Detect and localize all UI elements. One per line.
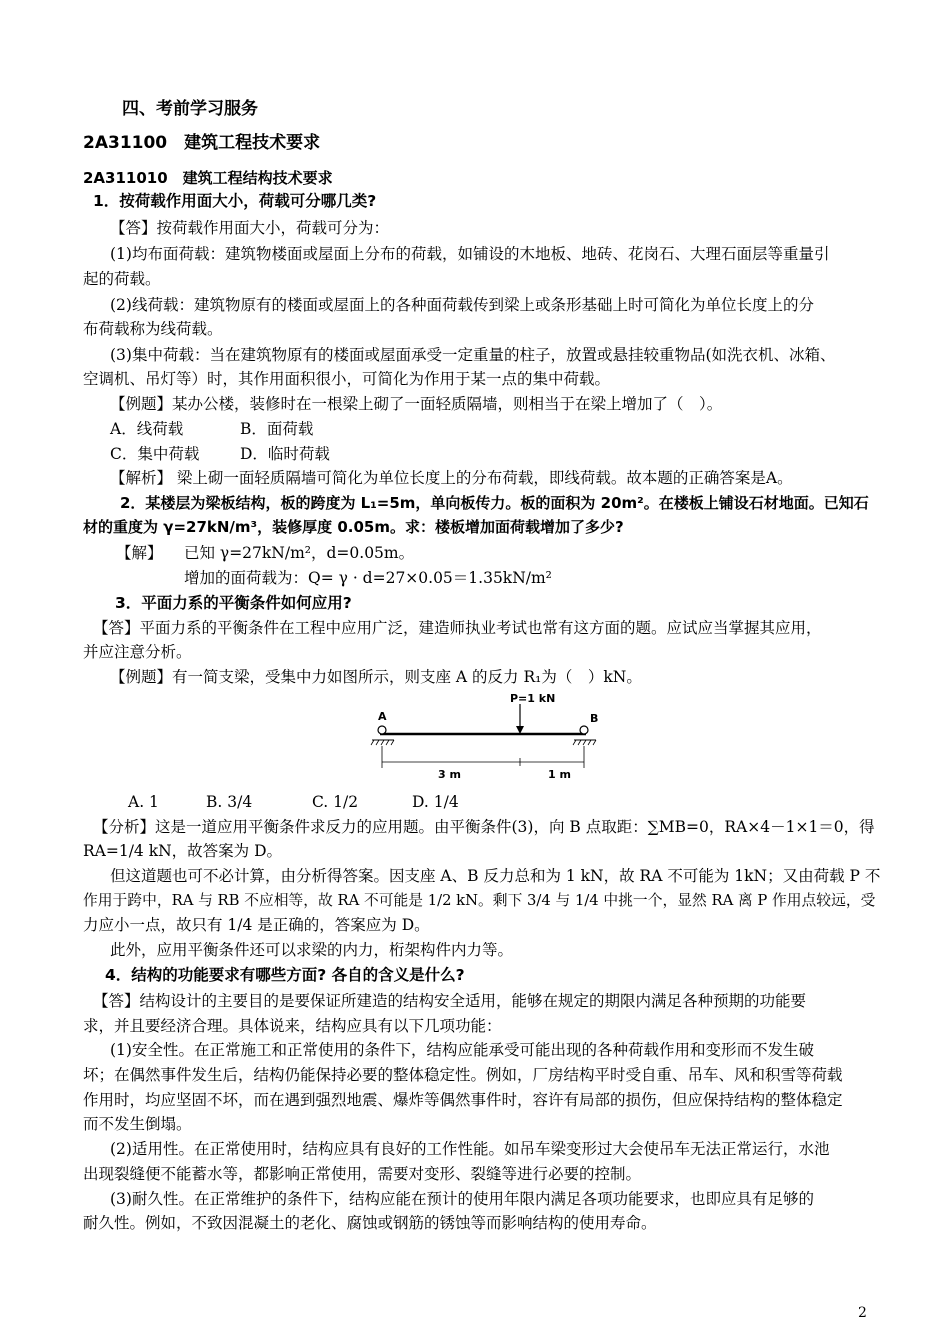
q1-option-a: A．线荷载 [110, 420, 184, 438]
simply-supported-beam-diagram [370, 690, 610, 790]
q1-item1-line2: 起的荷载。 [83, 270, 161, 288]
section-heading: 四、考前学习服务 [122, 99, 258, 119]
q2-solution-line2: 增加的面荷载为：Q= γ · d=27×0.05＝1.35kN/m² [184, 569, 552, 587]
support-a-pin [378, 726, 386, 734]
dim-right-label: 1 m [548, 768, 571, 781]
q1-item2-line2: 布荷载称为线荷载。 [83, 320, 223, 338]
q3-para3: 此外，应用平衡条件还可以求梁的内力，桁架构件内力等。 [110, 941, 514, 959]
question-2-title-line1: 2．某楼层为梁板结构，板的跨度为 L₁=5m，单向板传力。板的面积为 20m²。在楼板上铺设石材地面。已知石 [120, 494, 869, 512]
q3-analysis-line2: RA=1/4 kN，故答案为 D。 [83, 842, 283, 860]
question-2-title-line2: 材的重度为 γ=27kN/m³，装修厚度 0.05m。求：楼板增加面荷载增加了多少? [83, 518, 624, 536]
q1-answer: 【答】按荷载作用面大小，荷载可分为： [110, 219, 390, 237]
load-label: P=1 kN [510, 692, 556, 705]
q4-item3-line2: 耐久性。例如，不致因混凝土的老化、腐蚀或钢筋的锈蚀等而影响结构的使用寿命。 [83, 1214, 657, 1232]
dim-left-label: 3 m [438, 768, 461, 781]
q1-example: 【例题】某办公楼，装修时在一根梁上砌了一面轻质隔墙，则相当于在梁上增加了（ ）。 [110, 395, 723, 413]
q4-item2-line1: (2)适用性。在正常使用时，结构应具有良好的工作性能。如吊车梁变形过大会使吊车无法正常运行，水池 [110, 1140, 830, 1158]
page-number: 2 [858, 1305, 867, 1321]
q1-options-row1 [110, 418, 313, 440]
support-b-hatch [573, 740, 596, 745]
q3-para2-line3: 力应小一点，故只有 1/4 是正确的，答案应为 D。 [83, 916, 430, 934]
support-b-roller [580, 726, 588, 734]
q4-item3-line1: (3)耐久性。在正常维护的条件下，结构应能在预计的使用年限内满足各项功能要求，也即应具有足够的 [110, 1190, 814, 1208]
q3-para2-line1: 但这道题也可不必计算，由分析得答案。因支座 A、B 反力总和为 1 kN，故 RA 不可能为 1kN；又由荷载 P 不 [110, 867, 881, 885]
support-b-label: B [590, 712, 599, 725]
q4-answer-line2: 求，并且要经济合理。具体说来，结构应具有以下几项功能： [83, 1017, 502, 1035]
question-1-title: 1．按荷载作用面大小，荷载可分哪几类? [93, 192, 377, 210]
q1-item3-line2: 空调机、吊灯等）时，其作用面积很小，可简化为作用于某一点的集中荷载。 [83, 370, 611, 388]
q4-item1-line2: 坏；在偶然事件发生后，结构仍能保持必要的整体稳定性。例如，厂房结构平时受自重、吊车、风和积雪等荷载 [83, 1066, 843, 1084]
q1-option-b: B．面荷载 [240, 420, 314, 438]
question-3-title: 3．平面力系的平衡条件如何应用? [115, 594, 352, 612]
q1-item2-line1: (2)线荷载：建筑物原有的楼面或屋面上的各种面荷载传到梁上或条形基础上时可简化为单位长度上的分 [110, 296, 814, 314]
question-4-title: 4．结构的功能要求有哪些方面? 各自的含义是什么? [105, 966, 465, 984]
q3-option-b: B. 3/4 [206, 793, 253, 811]
q3-example: 【例题】有一简支梁，受集中力如图所示，则支座 A 的反力 R₁为（ ）kN。 [110, 668, 642, 686]
q4-item1-line1: (1)安全性。在正常施工和正常使用的条件下，结构应能承受可能出现的各种荷载作用和变形而不发生破 [110, 1041, 814, 1059]
q4-item2-line2: 出现裂缝便不能蓄水等，都影响正常使用，需要对变形、裂缝等进行必要的控制。 [83, 1165, 642, 1183]
q3-option-c: C. 1/2 [312, 793, 359, 811]
q3-option-a: A. 1 [128, 793, 159, 811]
q3-answer-line1: 【答】平面力系的平衡条件在工程中应用广泛，建造师执业考试也常有这方面的题。应试应当掌握其应用， [93, 619, 822, 637]
q2-solution-label: 【解】 [116, 544, 163, 562]
sub-heading: 2A311010 建筑工程结构技术要求 [83, 169, 333, 187]
q3-option-d: D. 1/4 [412, 793, 459, 811]
support-a-hatch [371, 740, 394, 745]
q1-analysis: 【解析】 梁上砌一面轻质隔墙可简化为单位长度上的分布荷载，即线荷载。故本题的正确答案是A。 [110, 469, 793, 487]
q3-answer-line2: 并应注意分析。 [83, 643, 192, 661]
q4-item1-line3: 作用时，均应坚固不坏，而在遇到强烈地震、爆炸等偶然事件时，容许有局部的损伤，但应保持结构的整体稳定 [83, 1091, 843, 1109]
q3-options [128, 791, 459, 813]
q1-item3-line1: (3)集中荷载：当在建筑物原有的楼面或屋面承受一定重量的柱子，放置或悬挂较重物品(如洗衣机、冰箱、 [110, 346, 836, 364]
q1-options-row2 [110, 443, 330, 465]
chapter-heading: 2A31100 建筑工程技术要求 [83, 133, 321, 153]
q4-item1-line4: 而不发生倒塌。 [83, 1115, 192, 1133]
q4-answer-line1: 【答】结构设计的主要目的是要保证所建造的结构安全适用，能够在规定的期限内满足各种预期的功能要 [93, 992, 807, 1010]
q1-item1-line1: (1)均布面荷载：建筑物楼面或屋面上分布的荷载，如铺设的木地板、地砖、花岗石、大理石面层等重量引 [110, 245, 830, 263]
q3-analysis-line1: 【分析】这是一道应用平衡条件求反力的应用题。由平衡条件(3)，向 B 点取距：∑MB=0，RA×4－1×1＝0，得 [93, 818, 875, 836]
q2-solution-line1: 已知 γ=27kN/m²，d=0.05m。 [184, 544, 415, 562]
q1-option-c: C．集中荷载 [110, 445, 200, 463]
q3-para2-line2: 作用于跨中，RA 与 RB 不应相等，故 RA 不可能是 1/2 kN。剩下 3/4 与 1/4 中挑一个，显然 RA 离 P 作用点较远，受 [83, 892, 876, 909]
support-a-label: A [378, 710, 387, 723]
q1-option-d: D．临时荷载 [240, 445, 330, 463]
